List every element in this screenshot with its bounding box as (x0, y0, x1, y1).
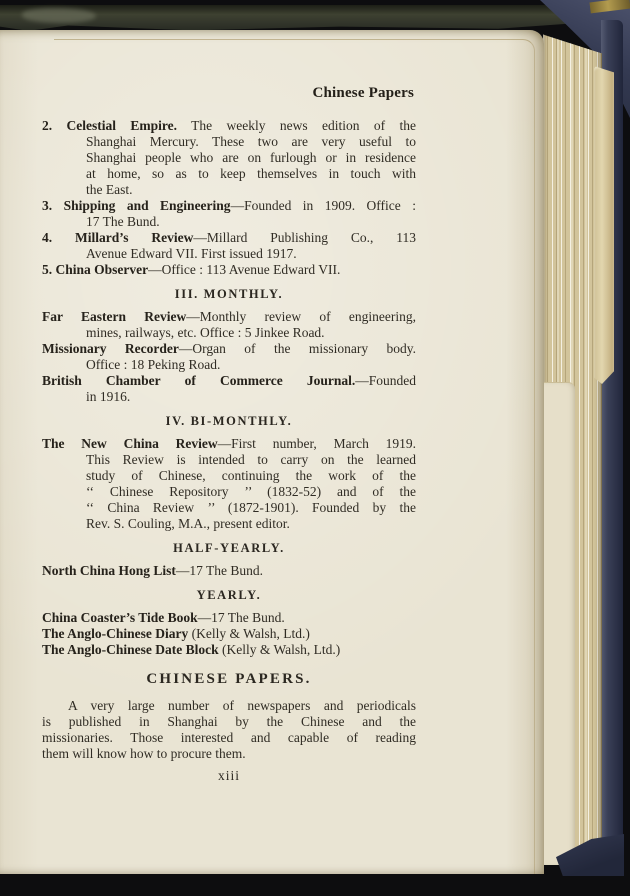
book-page (0, 30, 544, 874)
entry-body-text: missionaries. Those interested and capable of reading (42, 730, 416, 745)
entry-body-text: This Review is intended to carry on the learned (86, 452, 416, 467)
entry-body-text: Shanghai people who are on furlough or in residence (86, 150, 416, 165)
entry-body-text: —First number, March 1919. (217, 436, 416, 451)
entry-body-text: A very large number of newspapers and periodicals (68, 698, 416, 713)
entry-line (42, 610, 416, 626)
entry-line (86, 516, 416, 532)
entry-body-text: —17 The Bund. (197, 610, 285, 625)
entry-line (42, 373, 416, 389)
entry-body-text: mines, railways, etc. Office : 5 Jinkee Road. (86, 325, 325, 340)
entry-line (86, 214, 416, 230)
list-entry (42, 198, 416, 230)
entry-title-text: British Chamber of Commerce Journal. (42, 373, 356, 388)
entry-title-text: The Anglo-Chinese Date Block (42, 642, 219, 657)
entry-line (42, 262, 416, 278)
entry-body-text: ‘‘ China Review ’’ (1872-1901). Founded by the (86, 500, 416, 515)
paragraph-line (42, 714, 416, 730)
paragraph-line (42, 746, 416, 762)
entry-body-text: Rev. S. Couling, M.A., present editor. (86, 516, 290, 531)
entry-line (86, 484, 416, 500)
entry-line (86, 452, 416, 468)
entry-line (86, 500, 416, 516)
entry-line (86, 357, 416, 373)
entry-line (42, 626, 416, 642)
entry-line (42, 642, 416, 658)
entry-body-text: —Founded in 1909. Office : (230, 198, 416, 213)
list-entry (42, 436, 416, 532)
fore-edge-page-step (541, 382, 575, 865)
section-heading: III. MONTHLY. (174, 287, 284, 301)
entry-title-text: China Coaster’s Tide Book (42, 610, 198, 625)
entry-line (42, 198, 416, 214)
entry-line (86, 150, 416, 166)
entry-body-text: the East. (86, 182, 133, 197)
list-entry (42, 341, 416, 373)
entry-body-text: —Monthly review of engineering, (186, 309, 416, 324)
list-entry (42, 626, 416, 642)
list-entry (42, 309, 416, 341)
list-entry (42, 118, 416, 198)
section-heading: YEARLY. (196, 588, 262, 602)
entry-line (42, 230, 416, 246)
entry-title-text: North China Hong List (42, 563, 176, 578)
entry-line (86, 389, 416, 405)
entry-line (86, 246, 416, 262)
entry-line (86, 325, 416, 341)
entry-title-text: 4. Millard’s Review (42, 230, 194, 245)
entry-body-text: study of Chinese, continuing the work of the (86, 468, 416, 483)
entry-body-text: them will know how to procure them. (42, 746, 246, 761)
entry-body-text: The weekly news edition of the (177, 118, 416, 133)
entry-title-text: The New China Review (42, 436, 218, 451)
entry-line (42, 118, 416, 134)
paragraph-line (42, 730, 416, 746)
entry-body-text: at home, so as to keep themselves in touch with (86, 166, 416, 181)
entry-body-text: (Kelly & Walsh, Ltd.) (218, 642, 341, 657)
entry-title-text: The Anglo-Chinese Diary (42, 626, 189, 641)
list-entry (42, 563, 416, 579)
paragraph (42, 698, 416, 762)
entry-body-text: —17 The Bund. (175, 563, 264, 578)
entry-body-text: —Office : 113 Avenue Edward VII. (148, 262, 341, 277)
entry-title-text: 5. China Observer (42, 262, 149, 277)
section-heading: HALF-YEARLY. (173, 541, 285, 555)
entry-line (86, 166, 416, 182)
entry-line (86, 468, 416, 484)
entry-body-text: is published in Shanghai by the Chinese and the (42, 714, 416, 729)
list-entry (42, 373, 416, 405)
entry-line (42, 563, 416, 579)
list-entry (42, 230, 416, 262)
section-heading: CHINESE PAPERS. (146, 671, 312, 687)
page-text-column (42, 84, 416, 784)
entry-title-text: Missionary Recorder (42, 341, 179, 356)
entry-body-text: —Founded (355, 373, 416, 388)
list-entry (42, 262, 416, 278)
cover-worn-spot (22, 8, 96, 23)
entry-line (42, 436, 416, 452)
fore-edge-protruding-page (594, 66, 614, 384)
list-entry (42, 642, 416, 658)
entry-body-text: Shanghai Mercury. These two are very useful to (86, 134, 416, 149)
list-entry (42, 610, 416, 626)
entry-line (86, 182, 416, 198)
entry-body-text: —Millard Publishing Co., 113 (193, 230, 416, 245)
entry-body-text: Office : 18 Peking Road. (86, 357, 221, 372)
entry-body-text: 17 The Bund. (86, 214, 160, 229)
entry-body-text: Avenue Edward VII. First issued 1917. (86, 246, 297, 261)
entry-body-text: (Kelly & Walsh, Ltd.) (188, 626, 310, 641)
entry-title-text: 3. Shipping and Engineering (42, 198, 231, 213)
entry-title-text: 2. Celestial Empire. (42, 118, 177, 133)
entry-body-text: in 1916. (86, 389, 131, 404)
entry-line (42, 309, 416, 325)
running-header: Chinese Papers (312, 85, 414, 101)
page-content (42, 118, 416, 762)
page-number: xiii (217, 768, 240, 783)
section-heading: IV. BI-MONTHLY. (165, 414, 293, 428)
entry-title-text: Far Eastern Review (42, 309, 187, 324)
entry-line (86, 134, 416, 150)
paragraph-line (42, 698, 416, 714)
entry-line (42, 341, 416, 357)
entry-body-text: —Organ of the missionary body. (178, 341, 417, 356)
entry-body-text: ‘‘ Chinese Repository ’’ (1832-52) and of the (86, 484, 416, 499)
